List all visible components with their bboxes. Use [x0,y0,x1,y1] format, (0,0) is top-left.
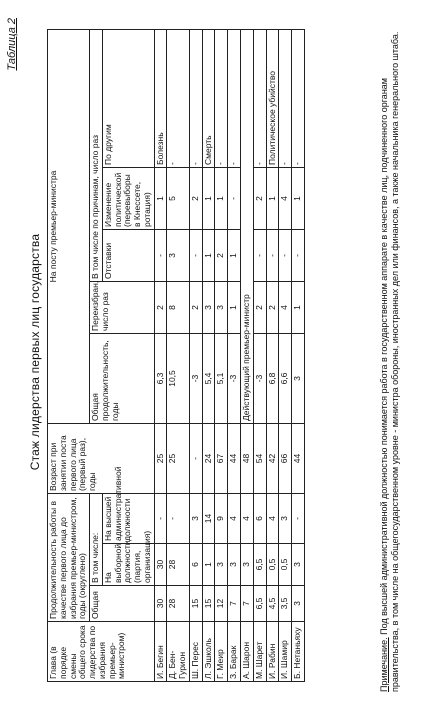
elected-cell: 3 [215,544,228,586]
leader-name: М. Шарет [253,622,266,682]
leader-name: И. Рабин [266,622,279,682]
age-cell: 25 [167,424,190,494]
leader-name: Ш. Перес [189,622,202,682]
admin-cell: 14 [202,494,215,544]
age-cell: 44 [292,424,305,494]
other-cell: Политическое убийство [266,29,279,167]
resigned-cell: - [253,230,266,282]
col-top-admin: На высшей административной должности [102,494,154,544]
col-resigned: Отставки [102,230,154,282]
current-pm-note: Действующий премьер-министр [241,29,254,423]
col-coalition: Изменение политической (перевыборы в Кнессете, ротация) [102,168,154,230]
elected-cell: 0,5 [279,544,292,586]
elected-cell: 28 [167,544,190,586]
other-cell: - [292,29,305,167]
age-cell: 44 [228,424,241,494]
other-cell: - [167,29,190,167]
col-in-that-number: В том числе: [90,494,103,586]
resigned-cell: - [279,230,292,282]
duration-cell: -3 [228,334,241,424]
table-row [228,29,241,681]
age-cell: 66 [279,424,292,494]
total-cell: 7 [241,586,254,622]
total-cell: 15 [189,586,202,622]
age-cell: 48 [241,424,254,494]
resigned-cell: - [292,230,305,282]
col-reelected: Переизбран, число раз [90,282,155,334]
admin-cell: - [167,494,190,544]
table-row [292,29,305,681]
leader-name: З. Барак [228,622,241,682]
coalition-cell: 1 [202,168,215,230]
table-row [241,29,254,681]
duration-cell: -3 [253,334,266,424]
leader-name: Л. Эшколь [202,622,215,682]
total-cell: 3,5 [279,586,292,622]
page-title: Стаж лидерства первых лиц государства [28,233,42,471]
admin-cell: 9 [215,494,228,544]
duration-cell: -3 [189,334,202,424]
total-cell: 4,5 [266,586,279,622]
elected-cell: 1 [202,544,215,586]
admin-cell: - [292,494,305,544]
duration-cell: 5,4 [202,334,215,424]
duration-cell: 3 [292,334,305,424]
coalition-cell: 2 [189,168,202,230]
note-text: Под высшей административной должностью понимается работа в государственном аппарате в качестве лиц, подчиненного органам правительства, в том числе на общегосударственном уровне - министра обороны, иностранных дел или финансов, а также начальника генерального штаба. [379,31,401,692]
age-cell: 67 [215,424,228,494]
footnote [379,12,402,692]
leader-name: Г. Меир [215,622,228,682]
header-row-2 [90,29,103,681]
col-of-which: В том числе по причинам, число раз [90,29,103,281]
admin-cell: 3 [189,494,202,544]
admin-cell: 6 [253,494,266,544]
coalition-cell: 4 [279,168,292,230]
coalition-cell: 1 [292,168,305,230]
other-cell: Болезнь [154,29,167,167]
other-cell: - [215,29,228,167]
leader-name: Д. Бен-Гурион [167,622,190,682]
age-cell: 24 [202,424,215,494]
age-cell: - [189,424,202,494]
total-cell: 15 [202,586,215,622]
resigned-cell: 3 [167,230,190,282]
duration-cell: 6,8 [266,334,279,424]
col-total: Общая [90,586,155,622]
table-row [167,29,190,681]
admin-cell: 4 [228,494,241,544]
table-row [215,29,228,681]
table-row [202,29,215,681]
coalition-cell: 2 [253,168,266,230]
resigned-cell: - [266,230,279,282]
col-age: Возраст при занятии поста первого лица (первый раз), годы [48,424,155,494]
duration-cell: 6,3 [154,334,167,424]
other-cell: - [189,29,202,167]
table-row [253,29,266,681]
elected-cell: 30 [154,544,167,586]
total-cell: 3 [292,586,305,622]
table-number: Таблица 2 [6,18,18,71]
other-cell: - [253,29,266,167]
total-cell: 6,5 [253,586,266,622]
col-other: По другим [102,29,154,167]
total-cell: 7 [228,586,241,622]
table-row [266,29,279,681]
reelected-cell: 1 [292,282,305,334]
resigned-cell: 2 [215,230,228,282]
reelected-cell: 4 [279,282,292,334]
total-cell: 30 [154,586,167,622]
elected-cell: 3 [292,544,305,586]
elected-cell: 3 [228,544,241,586]
coalition-cell: 1 [266,168,279,230]
resigned-cell: 1 [228,230,241,282]
resigned-cell: 1 [202,230,215,282]
other-cell: - [228,29,241,167]
table-row [189,29,202,681]
total-cell: 12 [215,586,228,622]
col-total-years: Продолжительность работы в качестве первого лица до избрания премьер-министром, годы (округлено) [48,494,90,622]
coalition-cell: 1 [154,168,167,230]
col-duration: Общая продолжительность, годы [90,334,155,424]
table-row [154,29,167,681]
coalition-cell: 5 [167,168,190,230]
col-elected-office: На выборной должности (партия, организация) [102,544,154,586]
leader-name: И. Бегин [154,622,167,682]
leader-name: А. Шарон [241,622,254,682]
reelected-cell: 3 [202,282,215,334]
coalition-cell: 1 [215,168,228,230]
admin-cell: 4 [266,494,279,544]
duration-cell: 5,1 [215,334,228,424]
elected-cell: 0,5 [266,544,279,586]
col-leader: Глава (в порядке смены общего срока лидерства по избрания премьер-министром) [48,622,155,682]
admin-cell: 3 [279,494,292,544]
reelected-cell: 3 [215,282,228,334]
header-row-1 [48,29,90,681]
admin-cell: 4 [241,494,254,544]
elected-cell: 6 [189,544,202,586]
reelected-cell: 2 [154,282,167,334]
elected-cell: 6,5 [253,544,266,586]
table-row [279,29,292,681]
duration-cell: 6,6 [279,334,292,424]
elected-cell: 3 [241,544,254,586]
leader-name: Б. Нетаньяху [292,622,305,682]
note-label: Примечание. [379,637,389,692]
duration-cell: 10,5 [167,334,190,424]
age-cell: 25 [154,424,167,494]
reelected-cell: 1 [228,282,241,334]
leadership-table [47,29,305,682]
resigned-cell: - [189,230,202,282]
age-cell: 42 [266,424,279,494]
rows-body [167,29,304,681]
reelected-cell: 2 [189,282,202,334]
other-cell: Смерть [202,29,215,167]
other-cell: - [279,29,292,167]
col-pm-post: На посту премьер-министра [48,29,90,423]
age-cell: 54 [253,424,266,494]
admin-cell: - [154,494,167,544]
total-cell: 28 [167,586,190,622]
leader-name: И. Шамир [279,622,292,682]
reelected-cell: 2 [253,282,266,334]
resigned-cell: - [154,230,167,282]
reelected-cell: 2 [266,282,279,334]
reelected-cell: 8 [167,282,190,334]
coalition-cell: - [228,168,241,230]
